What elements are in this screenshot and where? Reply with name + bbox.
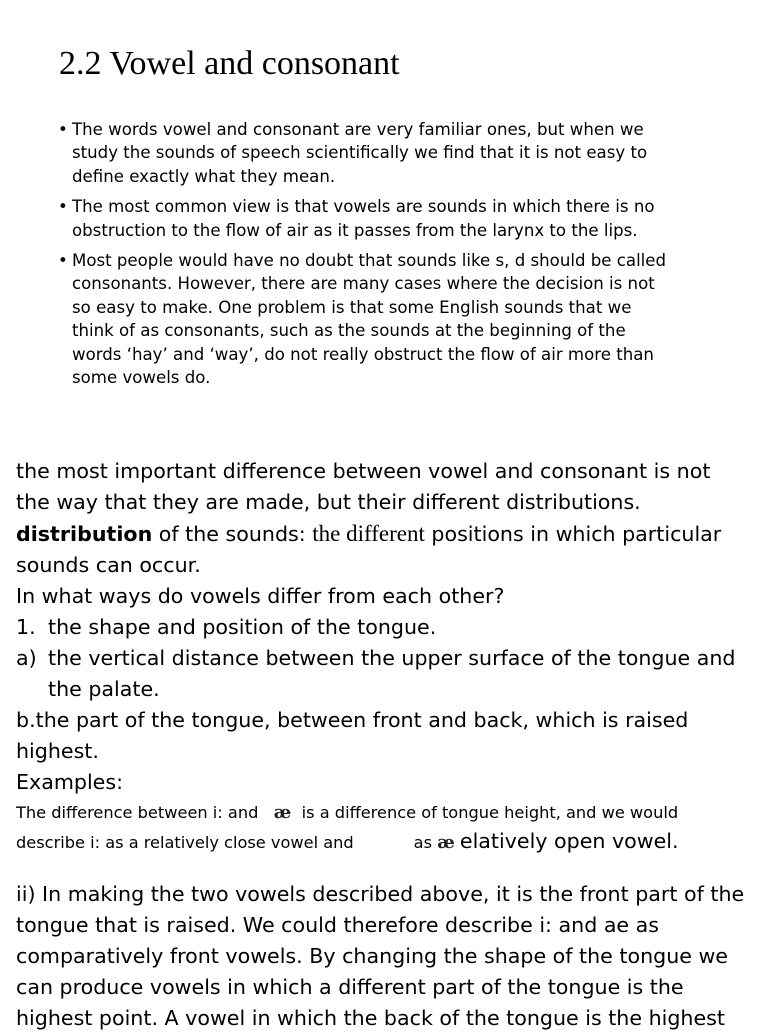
bullet-line: obstruction to the flow of air as it passes from the larynx to the lips. [72,220,638,240]
distribution-term: distribution [16,522,153,546]
body-text [16,456,756,1034]
question-line: In what ways do vowels differ from each other? [16,584,505,608]
bullet-line: some vowels do. [72,368,211,388]
list-item-b-cont: highest. [16,739,99,763]
ae-symbol: æ [273,802,292,823]
bullet-line: so easy to make. One problem is that some English sounds that we [72,297,632,317]
list-item-1: 1. the shape and position of the tongue. [16,615,437,639]
para-line: tongue that is raised. We could therefore describe i: and ae as [16,913,660,937]
bullet-line: consonants. However, there are many cases where the decision is not [72,274,655,294]
list-item-b: b.the part of the tongue, between front and back, which is raised [16,708,689,732]
bullet-item [58,118,718,188]
list-item-a-cont: the palate. [48,677,160,701]
bullet-list [58,118,718,396]
ae-symbol: æ [437,832,455,853]
bullet-line: study the sounds of speech scientifically we find that it is not easy to [72,143,648,163]
bullet-line: The most common view is that vowels are sounds in which there is no [72,197,655,217]
bullet-line: words ‘hay’ and ‘way’, do not really obstruct the flow of air more than [72,344,654,364]
bullet-item [58,249,718,389]
serif-phrase: the different [312,521,425,546]
list-item-a: a) the vertical distance between the upper surface of the tongue and [16,646,736,670]
intro-line: the most important difference between vowel and consonant is not [16,459,711,483]
slide-title: 2.2 Vowel and consonant [59,45,400,82]
bullet-dot-icon: • [58,120,68,139]
bullet-item [58,195,718,242]
bullet-dot-icon: • [58,251,68,271]
examples-label: Examples: [16,770,124,794]
bullet-dot-icon: • [58,197,68,217]
distribution-cont: sounds can occur. [16,553,201,577]
distribution-line: distribution of the sounds: the different positions in which particular [16,521,722,546]
bullet-line: Most people would have no doubt that sounds like s, d should be called [72,251,667,271]
bullet-line: think of as consonants, such as the sounds at the beginning of the [72,321,626,341]
para-line: can produce vowels in which a different part of the tongue is the [16,975,684,999]
example-line-1: The difference between i: and æ is a difference of tongue height, and we would [16,802,679,823]
bullet-line: define exactly what they mean. [72,166,336,186]
bullet-line: The words vowel and consonant are very familiar ones, but when we [72,120,644,139]
intro-line: the way that they are made, but their different distributions. [16,490,641,514]
para-line: ii) In making the two vowels described above, it is the front part of the [16,882,745,906]
para-line: comparatively front vowels. By changing the shape of the tongue we [16,944,728,968]
example-line-2: describe i: as a relatively close vowel and as æ elatively open vowel. [16,829,679,853]
para-line: highest point. A vowel in which the back of the tongue is the highest [16,1006,725,1030]
